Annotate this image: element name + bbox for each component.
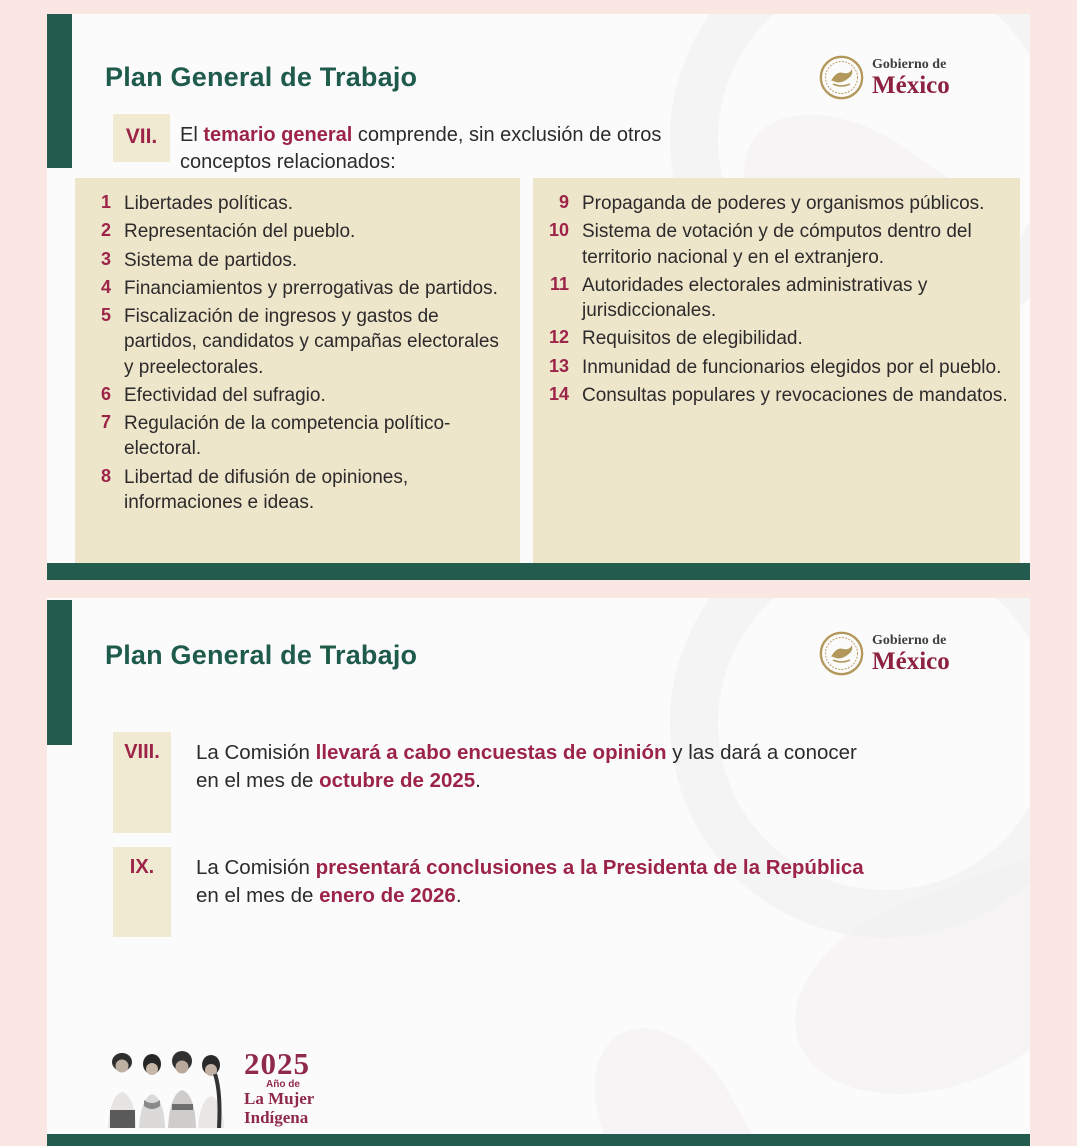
watermark-petal	[564, 1002, 777, 1146]
text-segment: enero de 2026	[319, 883, 456, 907]
year-logo-text	[238, 1048, 314, 1127]
gobierno-mexico-logo	[818, 54, 950, 101]
slide-viii-ix	[47, 598, 1030, 1146]
section-viii-label: VIII.	[113, 732, 171, 833]
item-text: Autoridades electorales administrativas y jurisdiccionales.	[582, 274, 928, 322]
section-viii-text	[196, 732, 871, 794]
list-item	[75, 219, 512, 244]
text-segment: comprende, sin exclusión de otros conceptos relacionados:	[180, 124, 662, 173]
text-segment: La Comisión	[196, 856, 316, 879]
list-item	[75, 411, 512, 462]
eagle-seal-icon	[818, 54, 865, 101]
page-title: Plan General de Trabajo	[105, 640, 418, 670]
logo-text	[872, 58, 950, 98]
topic-list-left	[75, 178, 520, 563]
item-text: Propaganda de poderes y organismos públicos.	[582, 193, 985, 214]
item-text: Regulación de la competencia político-electoral.	[124, 413, 451, 460]
logo-line2: México	[872, 647, 950, 675]
item-text: Financiamientos y prerrogativas de partidos.	[124, 277, 498, 299]
section-ix	[113, 847, 871, 937]
list-item	[533, 326, 1012, 351]
item-number: 5	[100, 305, 111, 326]
item-text: Sistema de partidos.	[124, 249, 298, 271]
list-item	[75, 276, 512, 301]
list-item	[75, 248, 512, 273]
item-text: Libertad de difusión de opiniones, informaciones e ideas.	[124, 466, 409, 513]
item-number: 13	[548, 355, 569, 376]
item-number: 7	[100, 412, 111, 433]
item-text: Efectividad del sufragio.	[124, 384, 326, 406]
text-segment: en el mes de	[196, 883, 320, 907]
year-2025-logo	[102, 1048, 314, 1128]
item-number: 10	[548, 220, 569, 241]
list-item	[533, 219, 1012, 270]
section-ix-label: IX.	[113, 847, 171, 937]
text-segment: llevará a cabo encuestas de opinión	[315, 741, 667, 764]
item-number: 9	[558, 192, 569, 212]
gobierno-mexico-logo	[818, 630, 950, 677]
slide-vii	[47, 14, 1030, 580]
logo-line2: México	[872, 71, 950, 99]
section-viii	[113, 732, 871, 833]
list-item	[533, 355, 1012, 380]
item-number: 8	[100, 465, 111, 486]
slide-footer-bar	[47, 1134, 1030, 1146]
item-text: Representación del pueblo.	[124, 221, 356, 243]
item-number: 6	[100, 383, 111, 404]
section-ix-text	[196, 847, 871, 909]
section-vii	[113, 114, 685, 175]
item-text: Libertades políticas.	[124, 193, 293, 214]
section-vii-label: VII.	[113, 114, 170, 162]
logo-line1: Gobierno de	[872, 632, 947, 648]
text-segment: presentará conclusiones a la Presidenta de la República	[315, 856, 864, 879]
text-segment: .	[455, 883, 462, 907]
year-line2: Indígena	[244, 1107, 309, 1127]
section-vii-text	[180, 114, 685, 175]
item-number: 11	[549, 273, 569, 294]
list-item	[75, 465, 512, 516]
year-line1: La Mujer	[244, 1089, 315, 1108]
item-number: 2	[100, 220, 111, 241]
list-item	[75, 304, 512, 380]
logo-line1: Gobierno de	[872, 56, 947, 72]
text-segment: La Comisión	[196, 741, 316, 764]
accent-bar-left	[47, 14, 72, 168]
item-number: 3	[100, 248, 111, 269]
list-item	[75, 191, 512, 216]
accent-bar-left	[47, 600, 72, 745]
item-number: 4	[100, 276, 111, 297]
item-text: Sistema de votación y de cómputos dentro del territorio nacional y en el extranjero.	[582, 221, 972, 268]
list-item	[533, 191, 1012, 216]
list-item	[533, 273, 1012, 324]
year-number: 2025	[244, 1046, 310, 1081]
eagle-seal-icon	[818, 630, 865, 677]
item-text: Fiscalización de ingresos y gastos de partidos, candidatos y campañas electorales y preelectorales.	[124, 306, 499, 378]
text-segment: temario general	[203, 124, 353, 146]
topic-list-right	[533, 178, 1020, 563]
list-item	[75, 383, 512, 408]
text-segment: octubre de 2025	[319, 768, 476, 792]
text-segment: y las dará a conocer en el mes de	[196, 741, 857, 792]
item-text: Inmunidad de funcionarios elegidos por el pueblo.	[582, 356, 1002, 378]
item-text: Consultas populares y revocaciones de mandatos.	[582, 384, 1008, 406]
item-number: 1	[100, 192, 111, 212]
slide-footer-bar	[47, 563, 1030, 580]
indigenous-women-photo	[102, 1048, 230, 1128]
item-number: 14	[548, 383, 569, 404]
item-text: Requisitos de elegibilidad.	[582, 328, 803, 350]
year-subtitle: Año de	[266, 1079, 300, 1090]
list-item	[533, 383, 1012, 408]
item-number: 12	[548, 327, 569, 348]
text-segment: El	[180, 124, 204, 146]
text-segment: .	[475, 768, 481, 792]
page-title: Plan General de Trabajo	[105, 62, 418, 92]
logo-text	[872, 634, 950, 674]
